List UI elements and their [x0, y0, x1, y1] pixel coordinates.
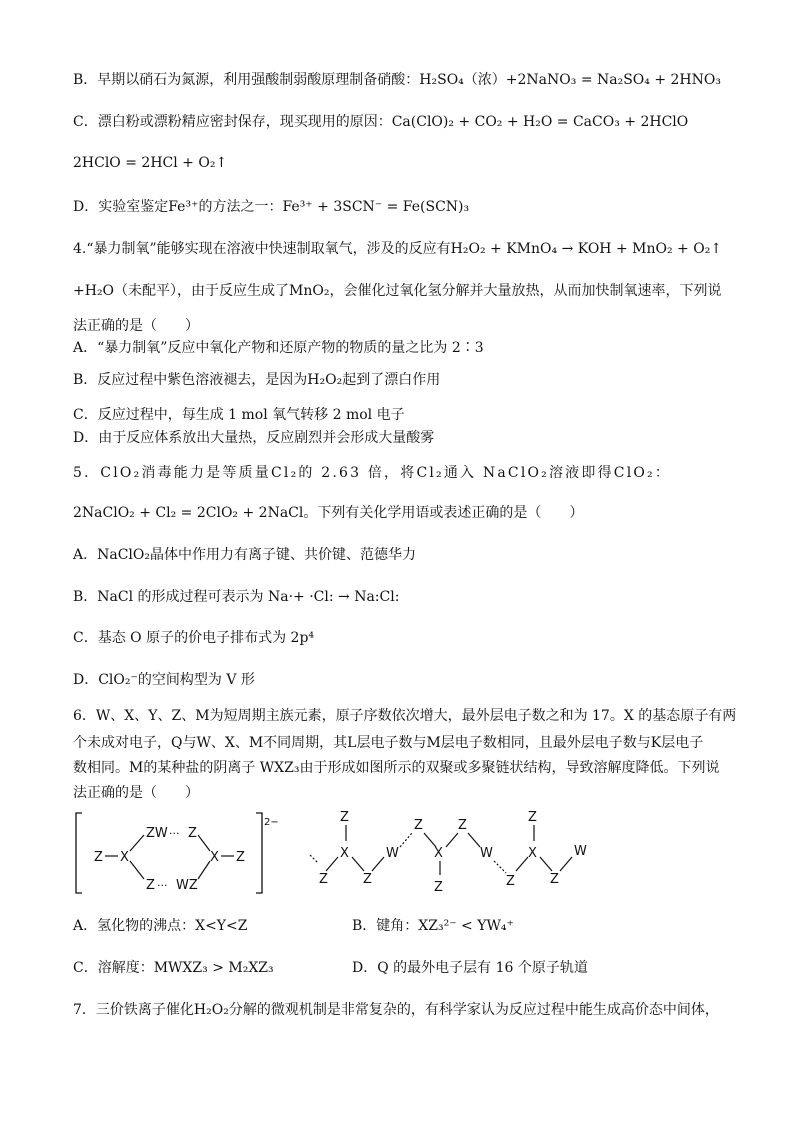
- question-5-stem-1: 5．ClO₂消毒能力是等质量Cl₂的 2.63 倍，将Cl₂通入 NaClO₂溶液即得ClO₂：: [73, 465, 672, 481]
- question-5-stem-2: 2NaClO₂ + Cl₂ = 2ClO₂ + 2NaCl。下列有关化学用语或表述正确的是（ ）: [73, 505, 584, 521]
- dimer-x-left: X: [120, 850, 129, 865]
- dimer-zw-top: ZW: [146, 826, 168, 841]
- question-5-option-d: D．ClO₂⁻的空间构型为 V 形: [73, 672, 255, 688]
- equation-line: 2HClO = 2HCl + O₂↑: [73, 155, 228, 171]
- chain-x-2: X: [434, 846, 443, 861]
- question-5-option-a: A．NaClO₂晶体中作用力有离子键、共价键、范德华力: [73, 547, 416, 563]
- question-7-stem-1: 7．三价铁离子催化H₂O₂分解的微观机制是非常复杂的，有科学家认为反应过程中能生成高价态中间体，: [73, 1002, 719, 1018]
- question-6-option-b: B．键角：XZ₃²⁻ < YW₄⁺: [352, 918, 514, 934]
- structure-diagram: [70, 805, 610, 900]
- chain-z-top-4: Z: [528, 810, 537, 825]
- chain-w-3: W: [574, 844, 587, 859]
- question-6-option-d: D．Q 的最外电子层有 16 个原子轨道: [352, 960, 588, 976]
- dimer-z-left: Z: [94, 850, 103, 865]
- chain-w-1: W: [386, 846, 399, 861]
- question-4-option-a: A．“暴力制氧”反应中氧化产物和还原产物的物质的量之比为 2∶3: [73, 340, 484, 356]
- chain-z-1: Z: [319, 872, 328, 887]
- hbond-top-dots: ···: [169, 827, 180, 840]
- question-6-stem-3: 数相同。M的某种盐的阴离子 WXZ₃由于形成如图所示的双聚或多聚链状结构，导致溶解度降低。下列说: [73, 760, 720, 776]
- question-5-option-c: C．基态 O 原子的价电子排布式为 2p⁴: [73, 630, 315, 646]
- question-6-stem-4: 法正确的是（ ）: [73, 785, 199, 801]
- charge-label: 2−: [264, 817, 279, 828]
- chain-z-bottom-2: Z: [434, 880, 443, 895]
- question-6-option-c: C．溶解度：MWXZ₃ > M₂XZ₃: [73, 960, 274, 976]
- dimer-x-right: X: [210, 850, 219, 865]
- option-b-line: B．早期以硝石为氮源，利用强酸制弱酸原理制备硝酸：H₂SO₄（浓）+2NaNO₃ = Na₂SO₄ + 2HNO₃: [73, 72, 721, 88]
- chain-w-2: W: [480, 846, 493, 861]
- hbond-bottom-dots: ···: [157, 879, 168, 892]
- question-6-stem-2: 个未成对电子，Q与W、X、M不同周期，其L层电子数与M层电子数相同，且最外层电子数与K层电子: [73, 735, 704, 751]
- question-4-stem-1: 4.“暴力制氧”能够实现在溶液中快速制取氧气，涉及的反应有H₂O₂ + KMnO₄ → KOH + MnO₂ + O₂↑: [73, 241, 723, 257]
- chain-z-top-3: Z: [458, 818, 467, 833]
- chain-x-1: X: [340, 846, 349, 861]
- dimer-z-bot-left: Z: [146, 878, 155, 893]
- question-4-option-d: D．由于反应体系放出大量热，反应剧烈并会形成大量酸雾: [73, 430, 435, 446]
- dimer-z-right: Z: [236, 850, 245, 865]
- chain-z-top-1: Z: [340, 810, 349, 825]
- question-6-option-a: A．氢化物的沸点：X<Y<Z: [73, 918, 248, 934]
- question-4-option-c: C．反应过程中，每生成 1 mol 氧气转移 2 mol 电子: [73, 407, 405, 423]
- chain-z-4: Z: [550, 872, 559, 887]
- chain-z-top-2: Z: [414, 818, 423, 833]
- question-5-option-b: B．NaCl 的形成过程可表示为 Na·+ ·Cl: → Na:Cl:: [73, 589, 400, 605]
- chain-z-2: Z: [363, 872, 372, 887]
- option-d-line: D．实验室鉴定Fe³⁺的方法之一：Fe³⁺ + 3SCN⁻ = Fe(SCN)₃: [73, 199, 470, 215]
- chain-structure: [310, 810, 587, 895]
- question-4-option-b: B．反应过程中紫色溶液褪去，是因为H₂O₂起到了漂白作用: [73, 372, 441, 388]
- chain-z-3: Z: [506, 874, 515, 889]
- dimer-wz-bottom: WZ: [176, 878, 198, 893]
- dimer-structure: [76, 813, 279, 893]
- option-c-line: C．漂白粉或漂粉精应密封保存，现买现用的原因：Ca(ClO)₂ + CO₂ + H₂O = CaCO₃ + 2HClO: [73, 114, 689, 130]
- question-4-stem-2: +H₂O（未配平），由于反应生成了MnO₂，会催化过氧化氢分解并大量放热，从而加快制氧速率，下列说: [73, 283, 722, 299]
- question-4-stem-3: 法正确的是（ ）: [73, 318, 199, 334]
- question-6-stem-1: 6．W、X、Y、Z、M为短周期主族元素，原子序数依次增大，最外层电子数之和为 17。X 的基态原子有两: [73, 708, 737, 724]
- dimer-z-top-right: Z: [188, 826, 197, 841]
- chain-x-3: X: [528, 846, 537, 861]
